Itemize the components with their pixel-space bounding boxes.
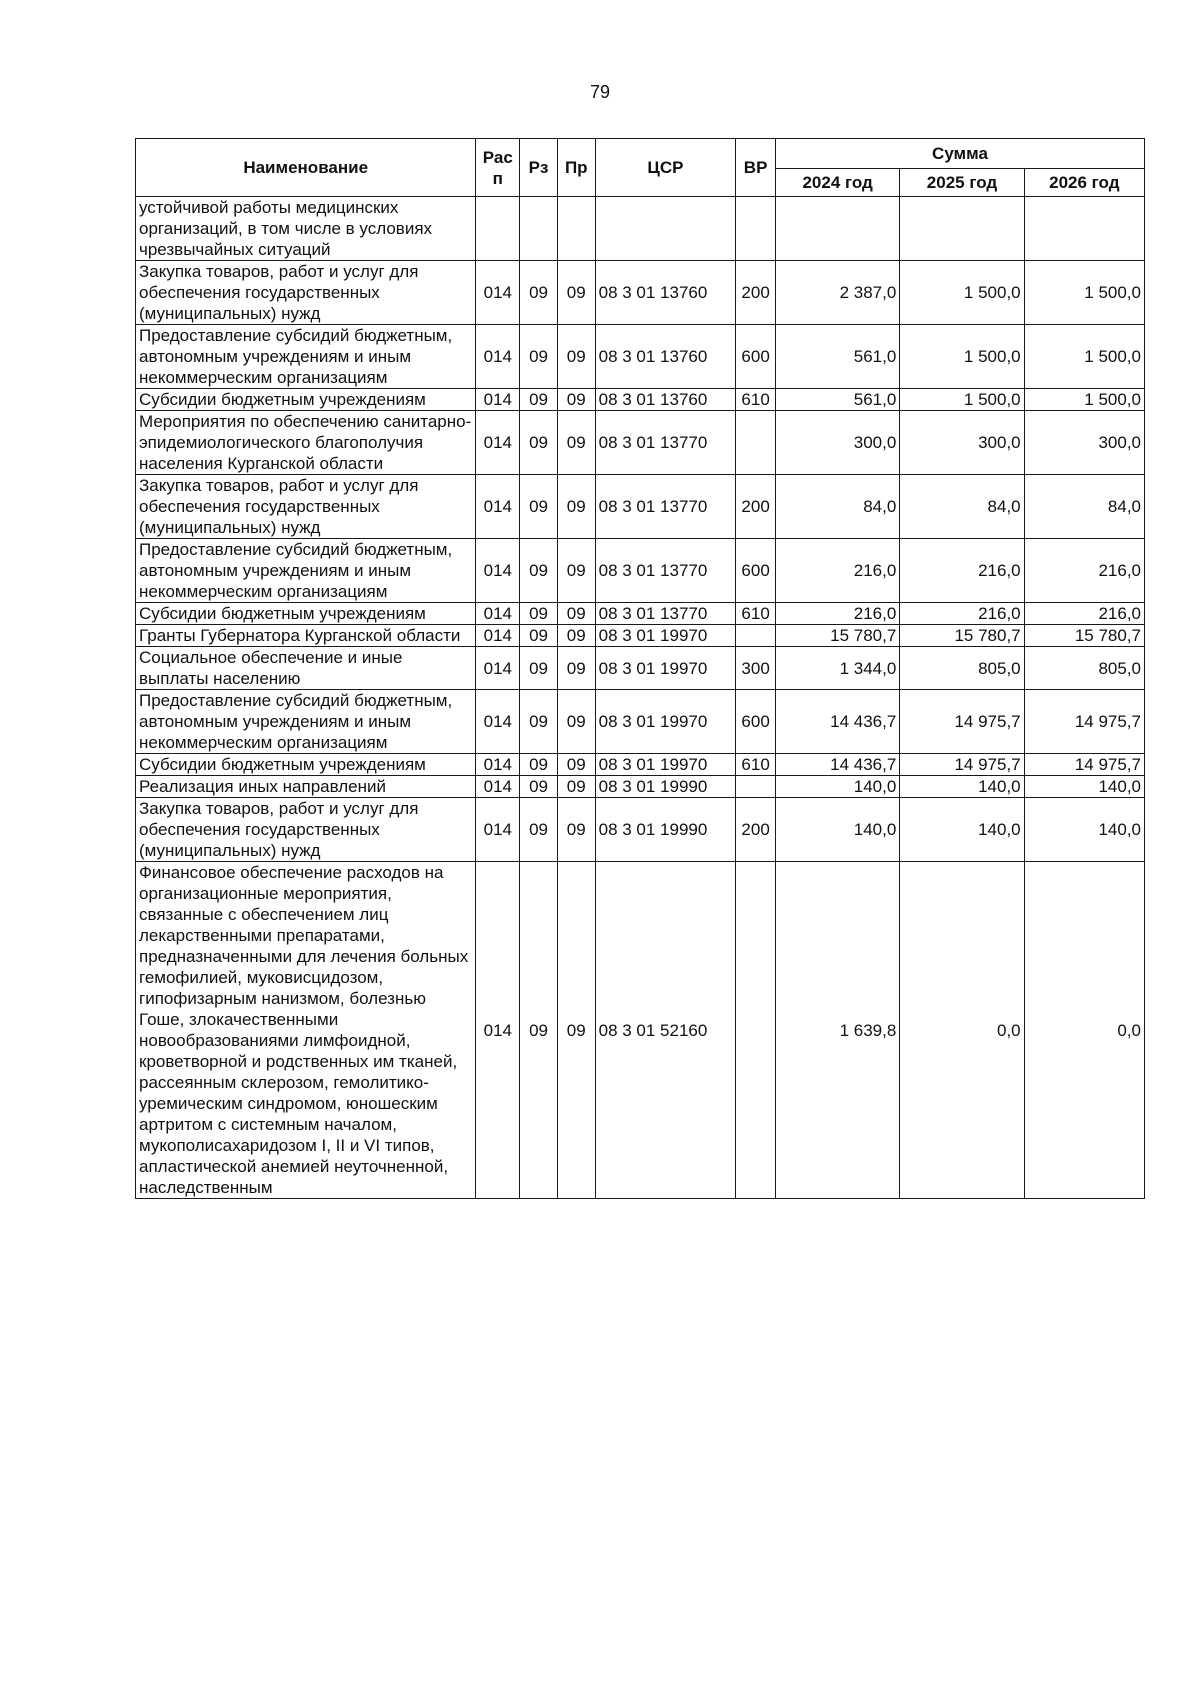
- row-vr-cell: 610: [736, 603, 776, 625]
- row-sum-2025-cell: 1 500,0: [900, 261, 1024, 325]
- row-rz-cell: 09: [520, 690, 558, 754]
- row-name-cell: Финансовое обеспечение расходов на организационные мероприятия, связанные с обеспечением лиц лекарственными препаратами, предназначенными для лечения больных гемофилией, муковисцидозом, гипофизарным нанизмом, болезнью Гоше, злокачественными новообразованиями лимфоидной, кроветворной и родственных им тканей, рассеянным склерозом, гемолитико-уремическим синдромом, юношеским артритом с системным началом, мукополисахаридозом I, II и VI типов, апластической анемией неуточненной, наследственным: [136, 862, 476, 1199]
- row-vr-cell: [736, 625, 776, 647]
- row-rz-cell: 09: [520, 862, 558, 1199]
- row-vr-cell: 600: [736, 539, 776, 603]
- row-rasp-cell: 014: [476, 690, 520, 754]
- row-sum-2025-cell: 0,0: [900, 862, 1024, 1199]
- row-rz-cell: 09: [520, 603, 558, 625]
- row-pr-cell: 09: [557, 261, 595, 325]
- row-sum-2025-cell: 140,0: [900, 776, 1024, 798]
- row-sum-2026-cell: 300,0: [1024, 411, 1144, 475]
- row-sum-2026-cell: 14 975,7: [1024, 690, 1144, 754]
- row-rasp-cell: 014: [476, 539, 520, 603]
- row-sum-2026-cell: 1 500,0: [1024, 325, 1144, 389]
- row-rz-cell: 09: [520, 475, 558, 539]
- row-pr-cell: 09: [557, 754, 595, 776]
- row-rasp-cell: 014: [476, 625, 520, 647]
- row-pr-cell: 09: [557, 862, 595, 1199]
- row-csr-cell: 08 3 01 13760: [595, 325, 736, 389]
- table-row: [136, 625, 1145, 647]
- row-sum-2024-cell: [775, 197, 899, 261]
- row-sum-2024-cell: 1 344,0: [775, 647, 899, 690]
- row-rz-cell: 09: [520, 389, 558, 411]
- table-row: [136, 197, 1145, 261]
- row-name-cell: Закупка товаров, работ и услуг для обеспечения государственных (муниципальных) нужд: [136, 261, 476, 325]
- table-row: [136, 411, 1145, 475]
- row-csr-cell: 08 3 01 19990: [595, 798, 736, 862]
- table-row: [136, 798, 1145, 862]
- row-csr-cell: 08 3 01 13770: [595, 603, 736, 625]
- row-sum-2024-cell: 14 436,7: [775, 690, 899, 754]
- row-pr-cell: 09: [557, 475, 595, 539]
- header-year-2026: 2026 год: [1024, 169, 1144, 197]
- row-pr-cell: [557, 197, 595, 261]
- row-sum-2024-cell: 561,0: [775, 389, 899, 411]
- row-rz-cell: 09: [520, 325, 558, 389]
- row-rasp-cell: 014: [476, 475, 520, 539]
- row-sum-2024-cell: 14 436,7: [775, 754, 899, 776]
- row-sum-2025-cell: 300,0: [900, 411, 1024, 475]
- table-body: [136, 197, 1145, 1199]
- row-sum-2025-cell: 84,0: [900, 475, 1024, 539]
- row-name-cell: Предоставление субсидий бюджетным, автономным учреждениям и иным некоммерческим организациям: [136, 539, 476, 603]
- row-sum-2025-cell: [900, 197, 1024, 261]
- row-csr-cell: 08 3 01 19970: [595, 690, 736, 754]
- row-sum-2026-cell: 0,0: [1024, 862, 1144, 1199]
- row-rz-cell: [520, 197, 558, 261]
- row-rasp-cell: 014: [476, 798, 520, 862]
- row-vr-cell: 200: [736, 261, 776, 325]
- row-sum-2024-cell: 300,0: [775, 411, 899, 475]
- row-pr-cell: 09: [557, 603, 595, 625]
- row-csr-cell: 08 3 01 52160: [595, 862, 736, 1199]
- row-pr-cell: 09: [557, 776, 595, 798]
- header-rasp: Рас п: [476, 139, 520, 197]
- row-rasp-cell: 014: [476, 411, 520, 475]
- row-sum-2026-cell: 216,0: [1024, 603, 1144, 625]
- header-year-2024: 2024 год: [775, 169, 899, 197]
- row-pr-cell: 09: [557, 389, 595, 411]
- row-sum-2025-cell: 14 975,7: [900, 690, 1024, 754]
- header-rz: Рз: [520, 139, 558, 197]
- row-sum-2024-cell: 15 780,7: [775, 625, 899, 647]
- header-pr: Пр: [557, 139, 595, 197]
- row-name-cell: Предоставление субсидий бюджетным, автономным учреждениям и иным некоммерческим организациям: [136, 325, 476, 389]
- row-rasp-cell: 014: [476, 862, 520, 1199]
- row-pr-cell: 09: [557, 798, 595, 862]
- row-sum-2026-cell: [1024, 197, 1144, 261]
- row-pr-cell: 09: [557, 647, 595, 690]
- row-rasp-cell: 014: [476, 647, 520, 690]
- row-sum-2024-cell: 140,0: [775, 776, 899, 798]
- row-sum-2024-cell: 1 639,8: [775, 862, 899, 1199]
- row-csr-cell: 08 3 01 19970: [595, 754, 736, 776]
- row-vr-cell: 200: [736, 475, 776, 539]
- row-pr-cell: 09: [557, 325, 595, 389]
- row-pr-cell: 09: [557, 411, 595, 475]
- row-rasp-cell: 014: [476, 603, 520, 625]
- row-sum-2025-cell: 15 780,7: [900, 625, 1024, 647]
- row-rasp-cell: 014: [476, 325, 520, 389]
- row-rasp-cell: [476, 197, 520, 261]
- row-name-cell: Предоставление субсидий бюджетным, автономным учреждениям и иным некоммерческим организациям: [136, 690, 476, 754]
- row-sum-2024-cell: 84,0: [775, 475, 899, 539]
- row-vr-cell: 300: [736, 647, 776, 690]
- table-header: [136, 139, 1145, 197]
- row-rasp-cell: 014: [476, 261, 520, 325]
- table-row: [136, 603, 1145, 625]
- row-name-cell: Реализация иных направлений: [136, 776, 476, 798]
- row-sum-2024-cell: 140,0: [775, 798, 899, 862]
- budget-table: [135, 138, 1145, 1199]
- row-name-cell: Субсидии бюджетным учреждениям: [136, 603, 476, 625]
- row-name-cell: Закупка товаров, работ и услуг для обеспечения государственных (муниципальных) нужд: [136, 475, 476, 539]
- row-sum-2025-cell: 1 500,0: [900, 325, 1024, 389]
- row-vr-cell: [736, 411, 776, 475]
- row-sum-2026-cell: 805,0: [1024, 647, 1144, 690]
- row-pr-cell: 09: [557, 539, 595, 603]
- table-row: [136, 325, 1145, 389]
- row-name-cell: Субсидии бюджетным учреждениям: [136, 389, 476, 411]
- table-row: [136, 261, 1145, 325]
- row-name-cell: Мероприятия по обеспечению санитарно-эпидемиологического благополучия населения Курганской области: [136, 411, 476, 475]
- row-sum-2025-cell: 216,0: [900, 539, 1024, 603]
- row-csr-cell: 08 3 01 19970: [595, 647, 736, 690]
- row-vr-cell: 600: [736, 690, 776, 754]
- row-vr-cell: 610: [736, 389, 776, 411]
- table-row: [136, 862, 1145, 1199]
- row-rz-cell: 09: [520, 798, 558, 862]
- table-row: [136, 389, 1145, 411]
- row-sum-2024-cell: 216,0: [775, 539, 899, 603]
- header-year-2025: 2025 год: [900, 169, 1024, 197]
- row-sum-2026-cell: 140,0: [1024, 776, 1144, 798]
- header-csr: ЦСР: [595, 139, 736, 197]
- row-sum-2025-cell: 216,0: [900, 603, 1024, 625]
- row-name-cell: устойчивой работы медицинских организаций, в том числе в условиях чрезвычайных ситуаций: [136, 197, 476, 261]
- row-rasp-cell: 014: [476, 754, 520, 776]
- row-pr-cell: 09: [557, 690, 595, 754]
- table-row: [136, 754, 1145, 776]
- table-row: [136, 647, 1145, 690]
- row-rasp-cell: 014: [476, 389, 520, 411]
- row-name-cell: Гранты Губернатора Курганской области: [136, 625, 476, 647]
- row-name-cell: Субсидии бюджетным учреждениям: [136, 754, 476, 776]
- row-rz-cell: 09: [520, 539, 558, 603]
- row-sum-2026-cell: 14 975,7: [1024, 754, 1144, 776]
- row-sum-2026-cell: 1 500,0: [1024, 389, 1144, 411]
- row-sum-2025-cell: 1 500,0: [900, 389, 1024, 411]
- row-sum-2024-cell: 561,0: [775, 325, 899, 389]
- row-name-cell: Закупка товаров, работ и услуг для обеспечения государственных (муниципальных) нужд: [136, 798, 476, 862]
- row-sum-2026-cell: 216,0: [1024, 539, 1144, 603]
- row-sum-2024-cell: 216,0: [775, 603, 899, 625]
- header-vr: ВР: [736, 139, 776, 197]
- row-vr-cell: 610: [736, 754, 776, 776]
- table-row: [136, 776, 1145, 798]
- row-rz-cell: 09: [520, 647, 558, 690]
- row-pr-cell: 09: [557, 625, 595, 647]
- row-sum-2024-cell: 2 387,0: [775, 261, 899, 325]
- header-sum: Сумма: [775, 139, 1144, 169]
- row-vr-cell: 600: [736, 325, 776, 389]
- row-csr-cell: 08 3 01 13770: [595, 475, 736, 539]
- row-csr-cell: 08 3 01 13760: [595, 389, 736, 411]
- page-number: 79: [589, 82, 611, 102]
- row-vr-cell: 200: [736, 798, 776, 862]
- row-sum-2026-cell: 15 780,7: [1024, 625, 1144, 647]
- row-csr-cell: 08 3 01 19970: [595, 625, 736, 647]
- row-rz-cell: 09: [520, 261, 558, 325]
- row-sum-2026-cell: 84,0: [1024, 475, 1144, 539]
- row-sum-2026-cell: 140,0: [1024, 798, 1144, 862]
- row-rz-cell: 09: [520, 411, 558, 475]
- row-csr-cell: 08 3 01 13760: [595, 261, 736, 325]
- row-vr-cell: [736, 862, 776, 1199]
- row-rasp-cell: 014: [476, 776, 520, 798]
- row-sum-2025-cell: 805,0: [900, 647, 1024, 690]
- row-vr-cell: [736, 776, 776, 798]
- table-row: [136, 539, 1145, 603]
- row-sum-2026-cell: 1 500,0: [1024, 261, 1144, 325]
- row-rz-cell: 09: [520, 776, 558, 798]
- row-csr-cell: 08 3 01 19990: [595, 776, 736, 798]
- row-csr-cell: [595, 197, 736, 261]
- row-csr-cell: 08 3 01 13770: [595, 539, 736, 603]
- row-csr-cell: 08 3 01 13770: [595, 411, 736, 475]
- table-row: [136, 475, 1145, 539]
- row-rz-cell: 09: [520, 754, 558, 776]
- row-name-cell: Социальное обеспечение и иные выплаты населению: [136, 647, 476, 690]
- row-rz-cell: 09: [520, 625, 558, 647]
- row-sum-2025-cell: 14 975,7: [900, 754, 1024, 776]
- row-vr-cell: [736, 197, 776, 261]
- table-row: [136, 690, 1145, 754]
- header-name: Наименование: [136, 139, 476, 197]
- row-sum-2025-cell: 140,0: [900, 798, 1024, 862]
